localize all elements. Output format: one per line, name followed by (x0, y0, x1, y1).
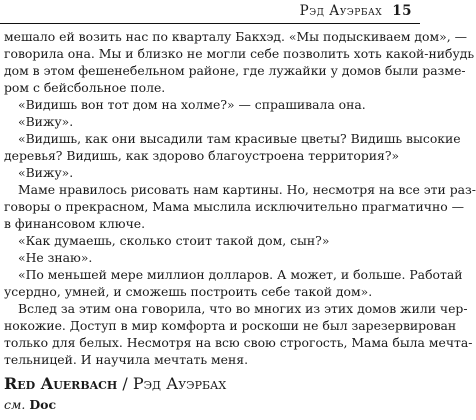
text-line: мешало ей возить нас по кварталу Бакхэд. «Мы подыскиваем дом», — (4, 29, 467, 44)
text-line: говоры о прекрасном, Мама мыслила исключительно прагматично — (4, 199, 465, 214)
page-number: 15 (392, 3, 412, 19)
header-rule (0, 23, 420, 24)
entry-separator: / (117, 374, 133, 393)
see-reference: Doc (29, 397, 57, 412)
text-line: «Видишь, как они высадили там красивые цветы? Видишь высокие (18, 131, 461, 146)
text-line: деревья? Видишь, как здорово благоустроена территория?» (4, 148, 400, 163)
text-line: «Как думаешь, сколько стоит такой дом, сын?» (18, 233, 330, 248)
text-line: дом в этом фешенебельном районе, где лужайки у домов были разме- (4, 63, 466, 78)
running-title: Рэд Ауэрбах (299, 3, 383, 19)
text-line: говорила она. Мы и близко не могли себе позволить хоть какой-нибудь (4, 46, 475, 61)
entry-heading (4, 374, 226, 393)
text-line: усердно, умней, и сможешь построить себе такой дом». (4, 284, 373, 299)
text-line: «Вижу». (18, 114, 74, 129)
text-line: нокожие. Доступ в мир комфорта и роскоши не был зарезервирован (4, 318, 457, 333)
entry-name-ru: Рэд Ауэрбах (132, 374, 227, 393)
see-also (4, 397, 56, 412)
entry-name-en: Red Auerbach (4, 374, 118, 393)
text-line: «Видишь вон тот дом на холме?» — спрашивала она. (18, 97, 366, 112)
text-line: «Не знаю». (18, 250, 93, 265)
text-line: ром с бейсбольное поле. (4, 80, 166, 95)
text-line: «По меньшей мере миллион долларов. А может, и больше. Работай (18, 267, 463, 282)
text-line: только для белых. Несмотря на всю свою строгость, Мама была мечта- (4, 335, 473, 350)
text-line: в финансовом ключе. (4, 216, 146, 231)
see-label: см. (4, 397, 26, 412)
running-head (300, 3, 412, 19)
text-line: Вслед за этим она говорила, что во многих из этих домов жили чер- (18, 301, 468, 316)
text-line: тельницей. И научила мечтать меня. (4, 352, 249, 367)
text-line: «Вижу». (18, 165, 74, 180)
text-line: Маме нравилось рисовать нам картины. Но, несмотря на все эти раз- (18, 182, 476, 197)
